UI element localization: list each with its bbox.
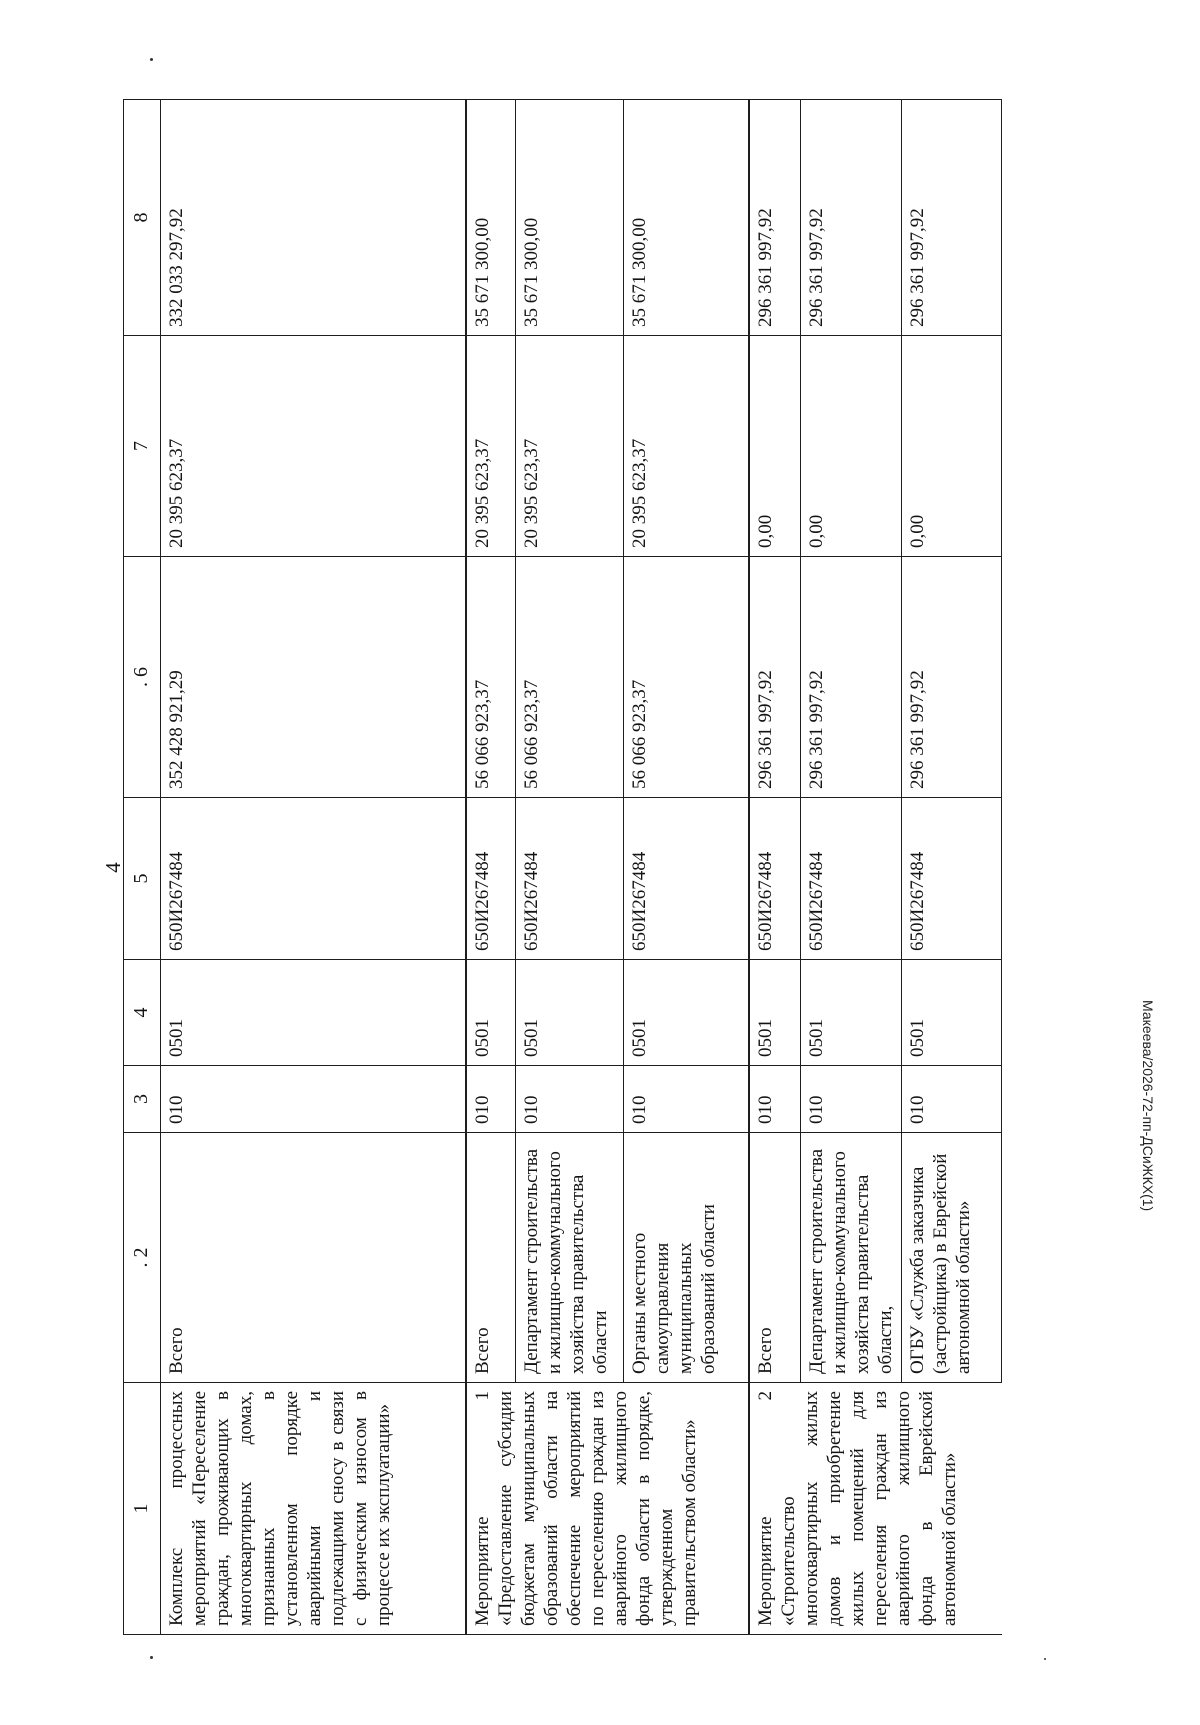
code-cell: 010: [624, 1066, 749, 1133]
executor-cell: Всего: [161, 1133, 466, 1383]
rotated-table-page: [101, 100, 1071, 1635]
budget-table: [123, 99, 1002, 1635]
column-header-3: 3: [124, 1066, 161, 1133]
table-row: [466, 100, 516, 1635]
code-cell: 010: [161, 1066, 466, 1133]
table-row: [161, 100, 466, 1635]
amount-cell: 296 361 997,92: [749, 100, 801, 336]
amount-cell: 332 033 297,92: [161, 100, 466, 336]
executor-cell: Всего: [466, 1133, 516, 1383]
page-number: 4: [101, 862, 125, 873]
table-row: [749, 100, 801, 1635]
column-header-4: 4: [124, 960, 161, 1066]
program-name-cell: Комплекс процессных мероприятий «Переселение граждан, проживающих в многоквартирных домах, признанных в установленном порядке аварийными и подлежащими сносу в связи с физическим износом в процессе их эксплуатации»: [161, 1383, 466, 1635]
scan-speck: [150, 58, 153, 61]
document-code: Макеева/2026-72-пп-ДСиЖКХ(1): [1140, 1000, 1156, 1212]
executor-cell: Департамент строительства и жилищно-коммунального хозяйства правительства области,: [801, 1133, 902, 1383]
executor-cell: Органы местного самоуправления муниципальных образований области: [624, 1133, 749, 1383]
scan-speck: [1044, 1658, 1046, 1660]
amount-total-cell: 56 066 923,37: [466, 557, 516, 798]
target-article-cell: 650И267484: [516, 798, 624, 960]
amount-total-cell: 296 361 997,92: [902, 557, 1002, 798]
measure-name-cell: Мероприятие 1 «Предоставление субсидии бюджетам муниципальных образований области на обеспечение мероприятий по переселению граждан из аварийного жилищного фонда области в порядке, утвержденном правительством области»: [466, 1383, 749, 1635]
target-article-cell: 650И267484: [466, 798, 516, 960]
amount-cell: 20 395 623,37: [161, 336, 466, 557]
amount-cell: 35 671 300,00: [466, 100, 516, 336]
column-header-8: 8: [124, 100, 161, 336]
amount-cell: 0,00: [801, 336, 902, 557]
section-cell: 0501: [516, 960, 624, 1066]
column-header-6: . 6: [124, 557, 161, 798]
amount-cell: 20 395 623,37: [466, 336, 516, 557]
amount-cell: 296 361 997,92: [902, 100, 1002, 336]
scan-speck: [150, 1656, 153, 1659]
executor-cell: Всего: [749, 1133, 801, 1383]
amount-total-cell: 56 066 923,37: [516, 557, 624, 798]
column-header-1: 1: [124, 1383, 161, 1635]
target-article-cell: 650И267484: [902, 798, 1002, 960]
target-article-cell: 650И267484: [801, 798, 902, 960]
column-header-5: 5: [124, 798, 161, 960]
executor-cell: ОГБУ «Служба заказчика (застройщика) в Еврейской автономной области»: [902, 1133, 1002, 1383]
executor-cell: Департамент строительства и жилищно-коммунального хозяйства правительства области: [516, 1133, 624, 1383]
target-article-cell: 650И267484: [161, 798, 466, 960]
section-cell: 0501: [902, 960, 1002, 1066]
amount-total-cell: 296 361 997,92: [749, 557, 801, 798]
code-cell: 010: [516, 1066, 624, 1133]
measure-name-cell: Мероприятие 2 «Строительство многоквартирных жилых домов и приобретение жилых помещений для переселения граждан из аварийного жилищного фонда в Еврейской автономной области»: [749, 1383, 1002, 1635]
amount-cell: 20 395 623,37: [516, 336, 624, 557]
section-cell: 0501: [624, 960, 749, 1066]
code-cell: 010: [902, 1066, 1002, 1133]
amount-cell: 0,00: [902, 336, 1002, 557]
code-cell: 010: [466, 1066, 516, 1133]
amount-total-cell: 56 066 923,37: [624, 557, 749, 798]
target-article-cell: 650И267484: [749, 798, 801, 960]
amount-total-cell: 296 361 997,92: [801, 557, 902, 798]
code-cell: 010: [801, 1066, 902, 1133]
amount-cell: 0,00: [749, 336, 801, 557]
target-article-cell: 650И267484: [624, 798, 749, 960]
section-cell: 0501: [801, 960, 902, 1066]
section-cell: 0501: [466, 960, 516, 1066]
column-header-7: 7: [124, 336, 161, 557]
column-header-2: . 2: [124, 1133, 161, 1383]
amount-cell: 35 671 300,00: [516, 100, 624, 336]
table-header-row: [124, 100, 161, 1635]
amount-cell: 296 361 997,92: [801, 100, 902, 336]
section-cell: 0501: [749, 960, 801, 1066]
amount-cell: 20 395 623,37: [624, 336, 749, 557]
code-cell: 010: [749, 1066, 801, 1133]
section-cell: 0501: [161, 960, 466, 1066]
amount-cell: 35 671 300,00: [624, 100, 749, 336]
amount-total-cell: 352 428 921,29: [161, 557, 466, 798]
